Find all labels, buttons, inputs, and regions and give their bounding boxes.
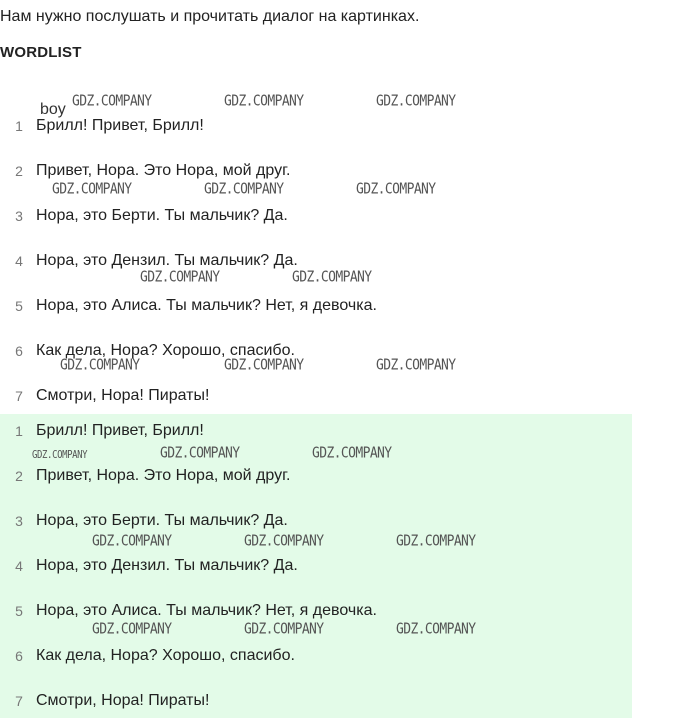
line-text: Брилл! Привет, Брилл! [36,117,204,134]
line-number: 5 [15,603,23,619]
watermark: GDZ.COMPANY [72,93,152,111]
line-text: Как дела, Нора? Хорошо, спасибо. [36,647,295,664]
watermark: GDZ.COMPANY [396,533,476,551]
partial-word-text: boy [40,101,66,118]
line-text: Нора, это Берти. Ты мальчик? Да. [36,207,288,224]
line-text: Привет, Нора. Это Нора, мой друг. [36,162,291,179]
watermark: GDZ.COMPANY [52,181,132,199]
line-number: 6 [15,343,23,359]
line-text: Привет, Нора. Это Нора, мой друг. [36,467,291,484]
watermark: GDZ.COMPANY [140,269,220,287]
line-number: 2 [15,163,23,179]
watermark: GDZ.COMPANY [60,357,140,375]
watermark: GDZ.COMPANY [92,533,172,551]
watermark: GDZ.COMPANY [356,181,436,199]
line-number: 3 [15,208,23,224]
line-text: Смотри, Нора! Пираты! [36,387,210,404]
watermark: GDZ.COMPANY [224,93,304,111]
watermark: GDZ.COMPANY [376,357,456,375]
line-text: Как дела, Нора? Хорошо, спасибо. [36,342,295,359]
line-number: 2 [15,468,23,484]
line-text: Нора, это Алиса. Ты мальчик? Нет, я девочка. [36,602,377,619]
watermark: GDZ.COMPANY [224,357,304,375]
watermark: GDZ.COMPANY [244,533,324,551]
line-number: 5 [15,298,23,314]
line-text: Смотри, Нора! Пираты! [36,692,210,709]
line-number: 1 [15,118,23,134]
watermark: GDZ.COMPANY [204,181,284,199]
wordlist-heading: WORDLIST [0,44,82,61]
watermark: GDZ.COMPANY [160,445,240,463]
line-text: Нора, это Берти. Ты мальчик? Да. [36,512,288,529]
intro-text: Нам нужно послушать и прочитать диалог на картинках. [0,8,420,25]
line-text: Нора, это Дензил. Ты мальчик? Да. [36,252,298,269]
line-number: 6 [15,648,23,664]
watermark: GDZ.COMPANY [376,93,456,111]
watermark: GDZ.COMPANY [292,269,372,287]
watermark: GDZ.COMPANY [244,621,324,639]
line-number: 3 [15,513,23,529]
watermark: GDZ.COMPANY [92,621,172,639]
watermark: GDZ.COMPANY [32,450,88,462]
watermark: GDZ.COMPANY [312,445,392,463]
line-text: Нора, это Алиса. Ты мальчик? Нет, я девочка. [36,297,377,314]
watermark: GDZ.COMPANY [396,621,476,639]
line-number: 7 [15,388,23,404]
line-number: 4 [15,558,23,574]
line-text: Брилл! Привет, Брилл! [36,422,204,439]
line-number: 1 [15,423,23,439]
line-number: 7 [15,693,23,709]
line-number: 4 [15,253,23,269]
line-text: Нора, это Дензил. Ты мальчик? Да. [36,557,298,574]
